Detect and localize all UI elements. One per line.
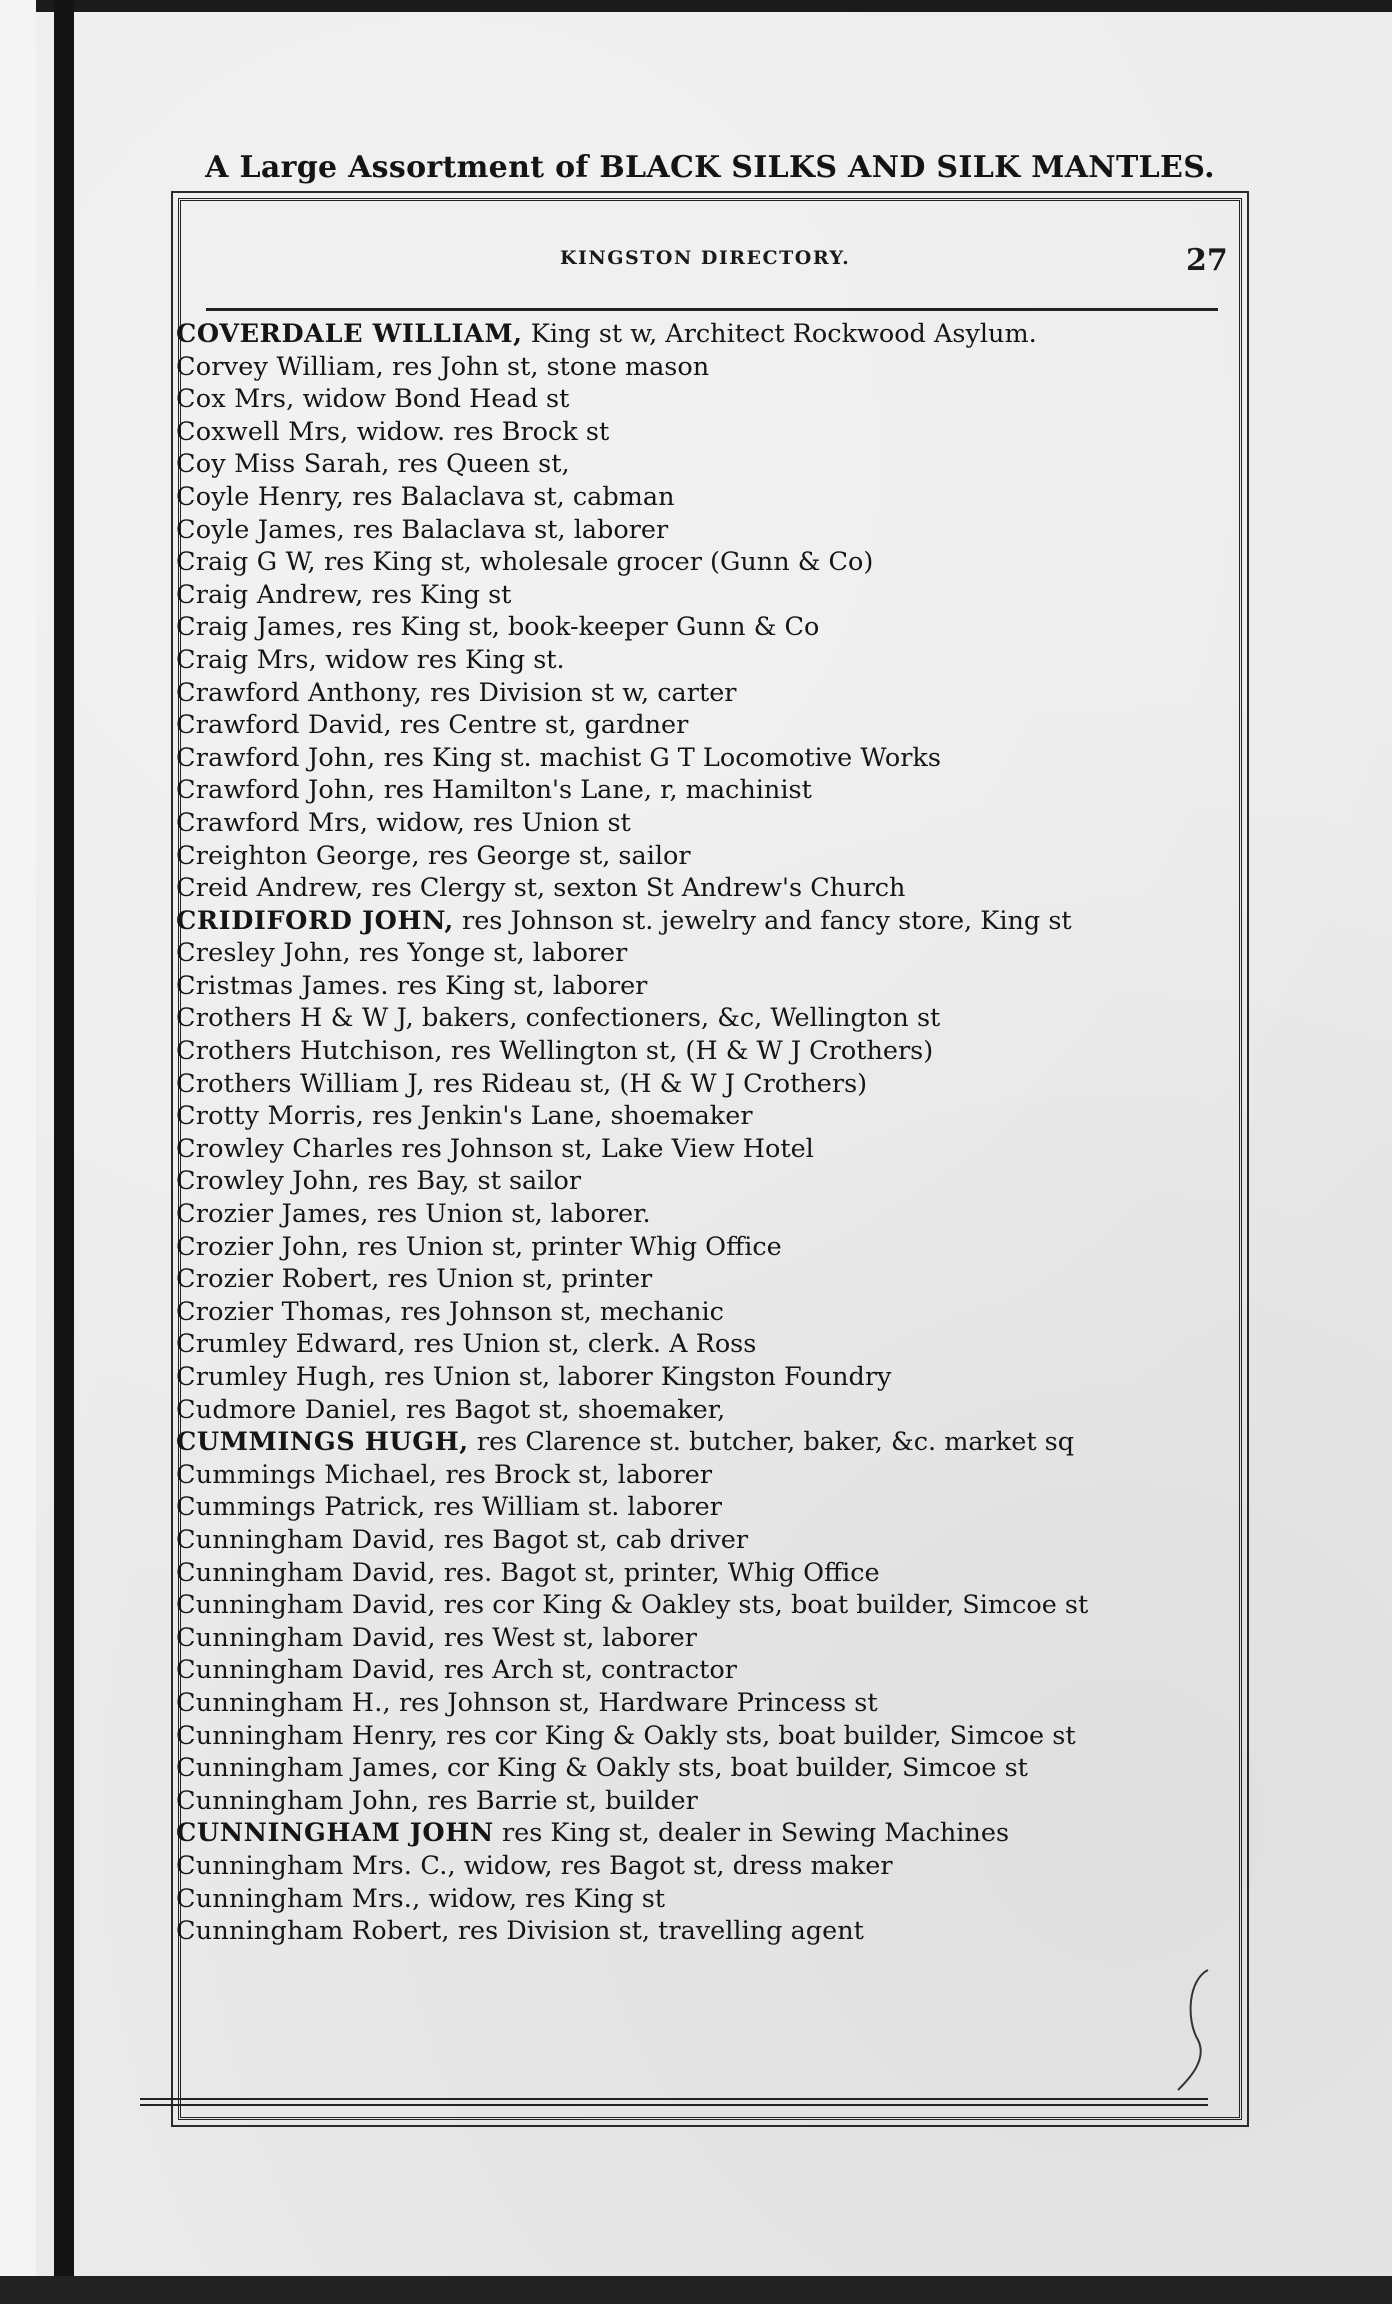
- advertisement-banner: A Large Assortment of BLACK SILKS AND SILK MANTLES.: [205, 150, 1215, 185]
- entry-name: Cudmore Daniel,: [176, 1394, 398, 1425]
- header-rule: [206, 308, 1218, 311]
- entry-detail: res Jenkin's Lane, shoemaker: [372, 1101, 753, 1132]
- entry-detail: res King st: [371, 579, 512, 610]
- directory-entry: [176, 1622, 1226, 1655]
- entry-name: Crozier John,: [176, 1231, 350, 1262]
- entry-detail: res cor King & Oakly sts, boat builder, Simcoe st: [446, 1720, 1076, 1751]
- entry-name: Cresley John,: [176, 938, 351, 969]
- entry-detail: res John st, stone mason: [392, 351, 710, 382]
- directory-entry: [176, 1850, 1226, 1883]
- directory-entry: [176, 1817, 1226, 1850]
- entry-name: Craig Andrew,: [176, 579, 364, 610]
- entry-detail: res West st, laborer: [443, 1622, 697, 1653]
- entry-name: Crozier James,: [176, 1199, 369, 1230]
- entry-detail: widow, res King st: [428, 1883, 666, 1914]
- directory-entry: [176, 1687, 1226, 1720]
- page-number: 27: [1186, 243, 1228, 278]
- page-margin-left: [0, 0, 36, 2304]
- footer-rule-double: [140, 2104, 1208, 2106]
- directory-entry: [176, 677, 1226, 710]
- entry-detail: res Centre st, gardner: [399, 710, 689, 741]
- entry-name: Crothers William J,: [176, 1068, 425, 1099]
- directory-entry: [176, 448, 1226, 481]
- entry-name: Coxwell Mrs,: [176, 416, 349, 447]
- entry-detail: res King st, book-keeper Gunn & Co: [351, 612, 820, 643]
- entry-detail: res Wellington st, (H & W J Crothers): [450, 1036, 934, 1067]
- entry-name: Crawford David,: [176, 710, 392, 741]
- directory-entry: [176, 774, 1226, 807]
- entry-detail: cor King & Oakly sts, boat builder, Simcoe st: [447, 1753, 1028, 1784]
- directory-entry: [176, 1002, 1226, 1035]
- entry-name: Cunningham John,: [176, 1785, 420, 1816]
- directory-entry: [176, 579, 1226, 612]
- entry-detail: res Johnson st, mechanic: [400, 1296, 724, 1327]
- entry-name: Craig G W,: [176, 547, 316, 578]
- entry-name: Coyle Henry,: [176, 481, 345, 512]
- directory-entry: [176, 1883, 1226, 1916]
- directory-entry: [176, 1589, 1226, 1622]
- directory-entry: [176, 1426, 1226, 1459]
- entry-name: Cunningham David,: [176, 1655, 436, 1686]
- entry-name: Cristmas James.: [176, 970, 389, 1001]
- entry-detail: res Bagot st, cab driver: [443, 1524, 749, 1555]
- entry-name: Coyle James,: [176, 514, 345, 545]
- directory-entry: [176, 1231, 1226, 1264]
- directory-entry: [176, 514, 1226, 547]
- entry-detail: res Union st, laborer.: [376, 1199, 651, 1230]
- entry-name: CUNNINGHAM JOHN: [176, 1818, 494, 1849]
- directory-entry: [176, 1394, 1226, 1427]
- footer-rule: [140, 2098, 1208, 2100]
- directory-entry: [176, 1100, 1226, 1133]
- directory-entry: [176, 1198, 1226, 1231]
- entry-name: Cunningham Henry,: [176, 1720, 439, 1751]
- scan-edge-top: [36, 0, 1392, 12]
- entry-name: Crawford John,: [176, 775, 376, 806]
- directory-entry: [176, 1035, 1226, 1068]
- entry-name: Crothers Hutchison,: [176, 1036, 443, 1067]
- directory-entry: [176, 481, 1226, 514]
- directory-entry: [176, 383, 1226, 416]
- entry-name: Crumley Hugh,: [176, 1362, 377, 1392]
- entry-detail: res Clarence st. butcher, baker, &c. market sq: [476, 1427, 1075, 1458]
- directory-entry: [176, 1524, 1226, 1557]
- directory-entry: [176, 1491, 1226, 1524]
- directory-entry: [176, 1654, 1226, 1687]
- entry-detail: res King st. machist G T Locomotive Works: [383, 742, 941, 773]
- entry-detail: res Union st, clerk. A Ross: [413, 1329, 757, 1360]
- entry-detail: res Johnson st, Lake View Hotel: [401, 1133, 814, 1164]
- entry-name: Crozier Thomas,: [176, 1296, 393, 1327]
- directory-entry: [176, 611, 1226, 644]
- entry-detail: widow Bond Head st: [302, 384, 570, 415]
- binding-rule: [54, 0, 74, 2276]
- entry-detail: res Johnson st, Hardware Princess st: [398, 1687, 878, 1718]
- entry-detail: res King st, laborer: [396, 970, 648, 1001]
- entry-name: Cunningham David,: [176, 1524, 436, 1555]
- entry-name: Cunningham Robert,: [176, 1916, 450, 1947]
- entry-detail: res Yonge st, laborer: [358, 938, 628, 969]
- entry-name: Cunningham H.,: [176, 1687, 391, 1718]
- directory-entry: [176, 872, 1226, 905]
- scan-edge-bottom: [0, 2276, 1392, 2304]
- entry-detail: res Hamilton's Lane, r, machinist: [383, 775, 812, 806]
- entry-name: Cunningham David,: [176, 1622, 436, 1653]
- entry-detail: res Barrie st, builder: [427, 1785, 698, 1816]
- entry-name: Crowley Charles: [176, 1133, 394, 1164]
- entry-name: Crawford Anthony,: [176, 677, 422, 708]
- entry-name: CUMMINGS HUGH,: [176, 1427, 469, 1458]
- entry-detail: res Division st w, carter: [430, 677, 737, 708]
- entry-name: Craig James,: [176, 612, 344, 643]
- entry-detail: King st w, Architect Rockwood Asylum.: [530, 319, 1037, 349]
- entry-detail: res Queen st,: [397, 449, 570, 480]
- entry-detail: res Union st, printer: [387, 1264, 653, 1295]
- directory-entry: [176, 1361, 1226, 1394]
- directory-entry: [176, 1557, 1226, 1590]
- entry-detail: res Union st, laborer Kingston Foundry: [384, 1362, 892, 1392]
- entry-detail: res cor King & Oakley sts, boat builder, Simcoe st: [443, 1590, 1089, 1621]
- entry-name: CRIDIFORD JOHN,: [176, 905, 454, 936]
- pen-mark-icon: [1168, 1960, 1228, 2100]
- running-head: KINGSTON DIRECTORY.: [560, 247, 851, 269]
- entry-name: COVERDALE WILLIAM,: [176, 319, 523, 349]
- entry-detail: res Johnson st. jewelry and fancy store, King st: [462, 905, 1072, 936]
- entry-name: Craig Mrs,: [176, 644, 317, 675]
- entry-detail: res Clergy st, sexton St Andrew's Church: [371, 873, 906, 904]
- entry-name: Crumley Edward,: [176, 1329, 406, 1360]
- entry-detail: res Division st, travelling agent: [457, 1916, 864, 1947]
- entry-name: Cunningham Mrs. C.,: [176, 1850, 456, 1881]
- directory-entry: [176, 1133, 1226, 1166]
- entry-name: Cummings Michael,: [176, 1459, 438, 1490]
- entry-detail: bakers, confectioners, &c, Wellington st: [422, 1003, 941, 1034]
- entry-detail: res Bay, st sailor: [367, 1166, 582, 1197]
- entry-name: Crawford Mrs,: [176, 807, 369, 838]
- directory-entry: [176, 416, 1226, 449]
- directory-entries: [176, 318, 1226, 1948]
- directory-entry: [176, 709, 1226, 742]
- entry-detail: res Bagot st, shoemaker,: [405, 1394, 726, 1425]
- entry-name: Cunningham James,: [176, 1753, 439, 1784]
- directory-entry: [176, 546, 1226, 579]
- directory-entry: [176, 937, 1226, 970]
- directory-entry: [176, 1296, 1226, 1329]
- directory-entry: [176, 318, 1226, 351]
- directory-entry: [176, 1459, 1226, 1492]
- entry-detail: res Balaclava st, laborer: [353, 514, 669, 545]
- entry-detail: widow. res Brock st: [356, 416, 610, 447]
- directory-entry: [176, 1915, 1226, 1948]
- entry-detail: widow, res Union st: [376, 807, 631, 838]
- directory-entry: [176, 742, 1226, 775]
- entry-detail: widow res King st.: [325, 644, 565, 675]
- entry-detail: widow, res Bagot st, dress maker: [463, 1850, 893, 1881]
- entry-name: Creighton George,: [176, 840, 420, 871]
- entry-name: Crawford John,: [176, 742, 376, 773]
- entry-detail: res Balaclava st, cabman: [352, 481, 675, 512]
- directory-entry: [176, 1165, 1226, 1198]
- entry-name: Cunningham Mrs.,: [176, 1883, 421, 1914]
- directory-entry: [176, 905, 1226, 938]
- directory-entry: [176, 1068, 1226, 1101]
- entry-detail: res King st, wholesale grocer (Gunn & Co): [323, 547, 874, 578]
- entry-detail: res Rideau st, (H & W J Crothers): [432, 1068, 868, 1099]
- directory-entry: [176, 840, 1226, 873]
- directory-entry: [176, 644, 1226, 677]
- directory-entry: [176, 970, 1226, 1003]
- entry-detail: res. Bagot st, printer, Whig Office: [443, 1557, 880, 1588]
- entry-name: Creid Andrew,: [176, 873, 364, 904]
- directory-entry: [176, 1263, 1226, 1296]
- entry-name: Cummings Patrick,: [176, 1492, 426, 1523]
- entry-name: Cox Mrs,: [176, 384, 295, 415]
- entry-detail: res William st. laborer: [433, 1492, 722, 1523]
- entry-detail: res Arch st, contractor: [443, 1655, 737, 1686]
- entry-detail: res George st, sailor: [427, 840, 691, 871]
- directory-entry: [176, 1785, 1226, 1818]
- entry-detail: res King st, dealer in Sewing Machines: [501, 1818, 1010, 1849]
- entry-detail: res Union st, printer Whig Office: [357, 1231, 782, 1262]
- entry-name: Coy Miss Sarah,: [176, 449, 390, 480]
- directory-entry: [176, 1720, 1226, 1753]
- entry-name: Cunningham David,: [176, 1557, 436, 1588]
- entry-name: Crowley John,: [176, 1166, 360, 1197]
- entry-name: Crotty Morris,: [176, 1101, 365, 1132]
- entry-name: Crozier Robert,: [176, 1264, 380, 1295]
- directory-entry: [176, 1752, 1226, 1785]
- entry-name: Corvey William,: [176, 351, 384, 382]
- directory-entry: [176, 807, 1226, 840]
- directory-entry: [176, 1328, 1226, 1361]
- entry-name: Crothers H & W J,: [176, 1003, 414, 1034]
- entry-detail: res Brock st, laborer: [445, 1459, 713, 1490]
- entry-name: Cunningham David,: [176, 1590, 436, 1621]
- directory-entry: [176, 351, 1226, 384]
